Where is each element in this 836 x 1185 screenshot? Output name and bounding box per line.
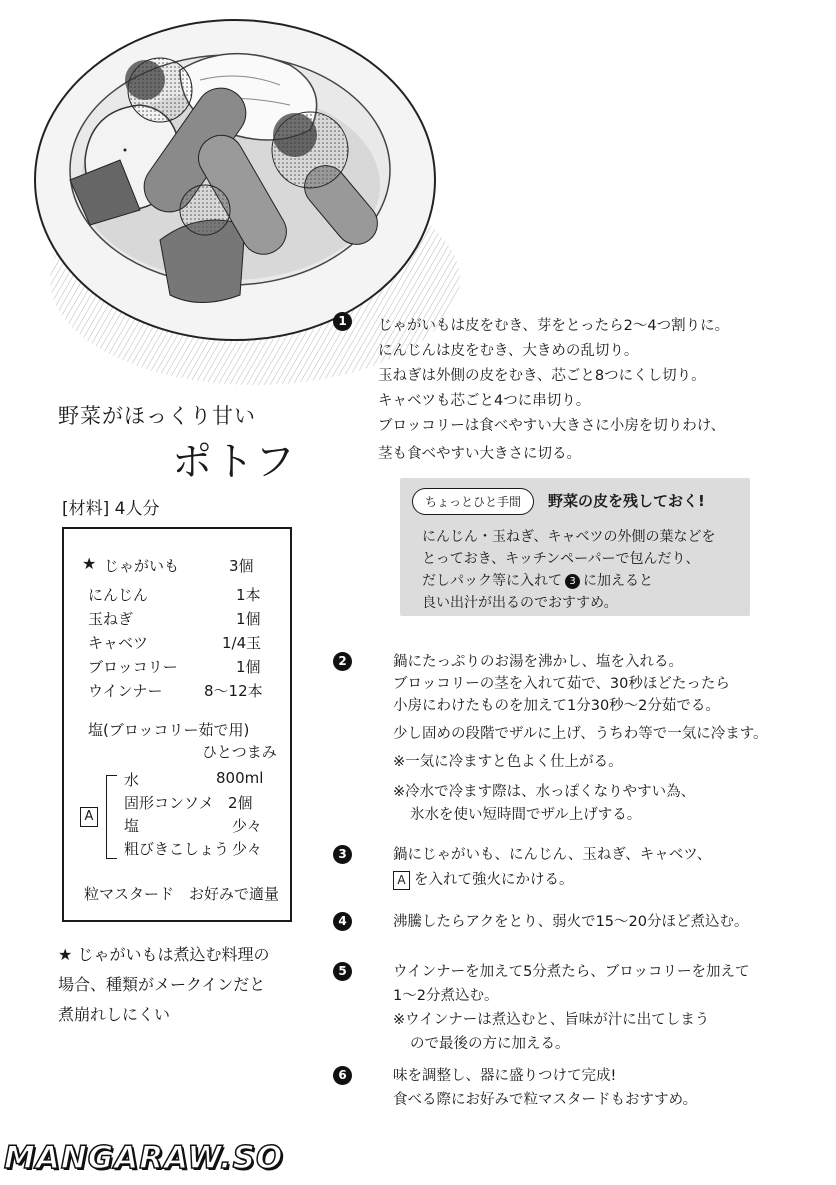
star-icon: ★ bbox=[82, 554, 97, 573]
ingredient-qty: 3個 bbox=[229, 557, 254, 575]
group-bracket bbox=[106, 775, 117, 859]
step-line: 味を調整し、器に盛りつけて完成! bbox=[393, 1068, 617, 1084]
step-line: 1～2分煮込む。 bbox=[393, 988, 499, 1004]
note-line: 煮崩れしにくい bbox=[58, 1005, 171, 1024]
group-item-qty: 少々 bbox=[232, 817, 263, 835]
group-item-qty: 少々 bbox=[232, 840, 263, 858]
step-line: 食べる際にお好みで粒マスタードもおすすめ。 bbox=[393, 1092, 698, 1108]
watermark: MANGARAW.SO bbox=[4, 1140, 284, 1176]
step-line: 鍋にじゃがいも、にんじん、玉ねぎ、キャベツ、 bbox=[393, 847, 712, 863]
step-number-2: 2 bbox=[333, 652, 352, 671]
salt-qty: ひとつまみ bbox=[202, 743, 277, 761]
step-line bbox=[393, 868, 574, 890]
step-line: 茎も食べやすい大きさに切る。 bbox=[378, 446, 581, 462]
step-line: 鍋にたっぷりのお湯を沸かし、塩を入れる。 bbox=[393, 654, 683, 670]
step-line: ので最後の方に加える。 bbox=[410, 1036, 570, 1052]
group-item-name: 塩 bbox=[124, 817, 140, 835]
tip-title: 野菜の皮を残しておく! bbox=[548, 492, 705, 510]
tip-line bbox=[422, 570, 653, 590]
step-number-4: 4 bbox=[333, 912, 352, 931]
step-line: ※一気に冷ますと色よく仕上がる。 bbox=[393, 754, 623, 770]
ingredient-name: ウインナー bbox=[88, 682, 163, 700]
tip-line-text: に加えると bbox=[583, 573, 653, 589]
note-line: じゃがいもは煮込む料理の bbox=[77, 945, 270, 964]
step-line: 沸騰したらアクをとり、弱火で15～20分ほど煮込む。 bbox=[393, 914, 749, 930]
ingredient-qty: 8～12本 bbox=[204, 682, 263, 700]
step-line: ウインナーを加えて5分煮たら、ブロッコリーを加えて bbox=[393, 964, 750, 980]
ingredient-qty: 1本 bbox=[236, 586, 261, 604]
group-item-name: 水 bbox=[124, 771, 140, 789]
ingredient-qty: 1/4玉 bbox=[222, 634, 262, 652]
step-line: ※ウインナーは煮込むと、旨味が汁に出てしまう bbox=[393, 1012, 710, 1028]
step-line: 氷水を使い短時間でザル上げする。 bbox=[410, 807, 642, 823]
step-ref-3: 3 bbox=[565, 574, 580, 589]
step-line: じゃがいもは皮をむき、芽をとったら2～4つ割りに。 bbox=[378, 318, 730, 334]
step-line: 小房にわけたものを加えて1分30秒～2分茹でる。 bbox=[393, 698, 720, 714]
ingredient-name: 玉ねぎ bbox=[88, 610, 134, 628]
step-number-5: 5 bbox=[333, 962, 352, 981]
group-a-label: A bbox=[80, 807, 98, 827]
step-line: キャベツも芯ごと4つに串切り。 bbox=[378, 393, 591, 409]
star-icon: ★ bbox=[58, 945, 73, 964]
recipe-subtitle: 野菜がほっくり甘い bbox=[58, 404, 256, 428]
step-line: ブロッコリーは食べやすい大きさに小房を切りわけ、 bbox=[378, 418, 726, 434]
ingredient-name: じゃがいも bbox=[104, 557, 180, 575]
tip-line-text: だしパック等に入れて bbox=[422, 573, 562, 589]
recipe-title: ポトフ bbox=[172, 439, 297, 485]
ingredient-name: キャベツ bbox=[88, 634, 149, 652]
step-line: 少し固めの段階でザルに上げ、うちわ等で一気に冷ます。 bbox=[393, 726, 768, 742]
salt-label: 塩(ブロッコリー茹で用) bbox=[88, 721, 250, 739]
ingredient-qty: 1個 bbox=[236, 658, 261, 676]
ingredients-box bbox=[62, 527, 292, 922]
group-item-qty: 2個 bbox=[228, 794, 253, 812]
tip-tag: ちょっとひと手間 bbox=[412, 488, 534, 515]
ingredient-name: にんじん bbox=[88, 586, 149, 604]
tip-box bbox=[400, 478, 750, 616]
note-line: 場合、種類がメークインだと bbox=[58, 975, 266, 994]
ingredient-name: ブロッコリー bbox=[88, 658, 178, 676]
ingredient-qty: 1個 bbox=[236, 610, 261, 628]
ingredients-heading: [材料] 4人分 bbox=[62, 499, 160, 519]
group-item-name: 固形コンソメ bbox=[124, 794, 214, 812]
step-line: にんじんは皮をむき、大きめの乱切り。 bbox=[378, 343, 639, 359]
group-item-qty: 800ml bbox=[216, 769, 264, 787]
step-line: ※冷水で冷ます際は、水っぽくなりやすい為、 bbox=[393, 784, 696, 800]
step-line: ブロッコリーの茎を入れて茹で、30秒ほどたったら bbox=[393, 676, 730, 692]
broccoli bbox=[180, 185, 230, 235]
potato-note bbox=[58, 940, 308, 1030]
step-number-1: 1 bbox=[333, 312, 352, 331]
tip-line: にんじん・玉ねぎ、キャベツの外側の葉などを bbox=[422, 529, 716, 545]
mustard-line: 粒マスタード お好みで適量 bbox=[84, 885, 280, 903]
tip-line: 良い出汁が出るのでおすすめ。 bbox=[422, 595, 618, 611]
step-number-6: 6 bbox=[333, 1066, 352, 1085]
group-item-name: 粗びきこしょう bbox=[124, 840, 230, 858]
step-line: 玉ねぎは外側の皮をむき、芯ごと8つにくし切り。 bbox=[378, 368, 706, 384]
tip-line: とっておき、キッチンペーパーで包んだり、 bbox=[422, 551, 700, 567]
step-line-text: を入れて強火にかける。 bbox=[414, 872, 574, 888]
group-a-ref: A bbox=[393, 871, 410, 890]
step-number-3: 3 bbox=[333, 845, 352, 864]
